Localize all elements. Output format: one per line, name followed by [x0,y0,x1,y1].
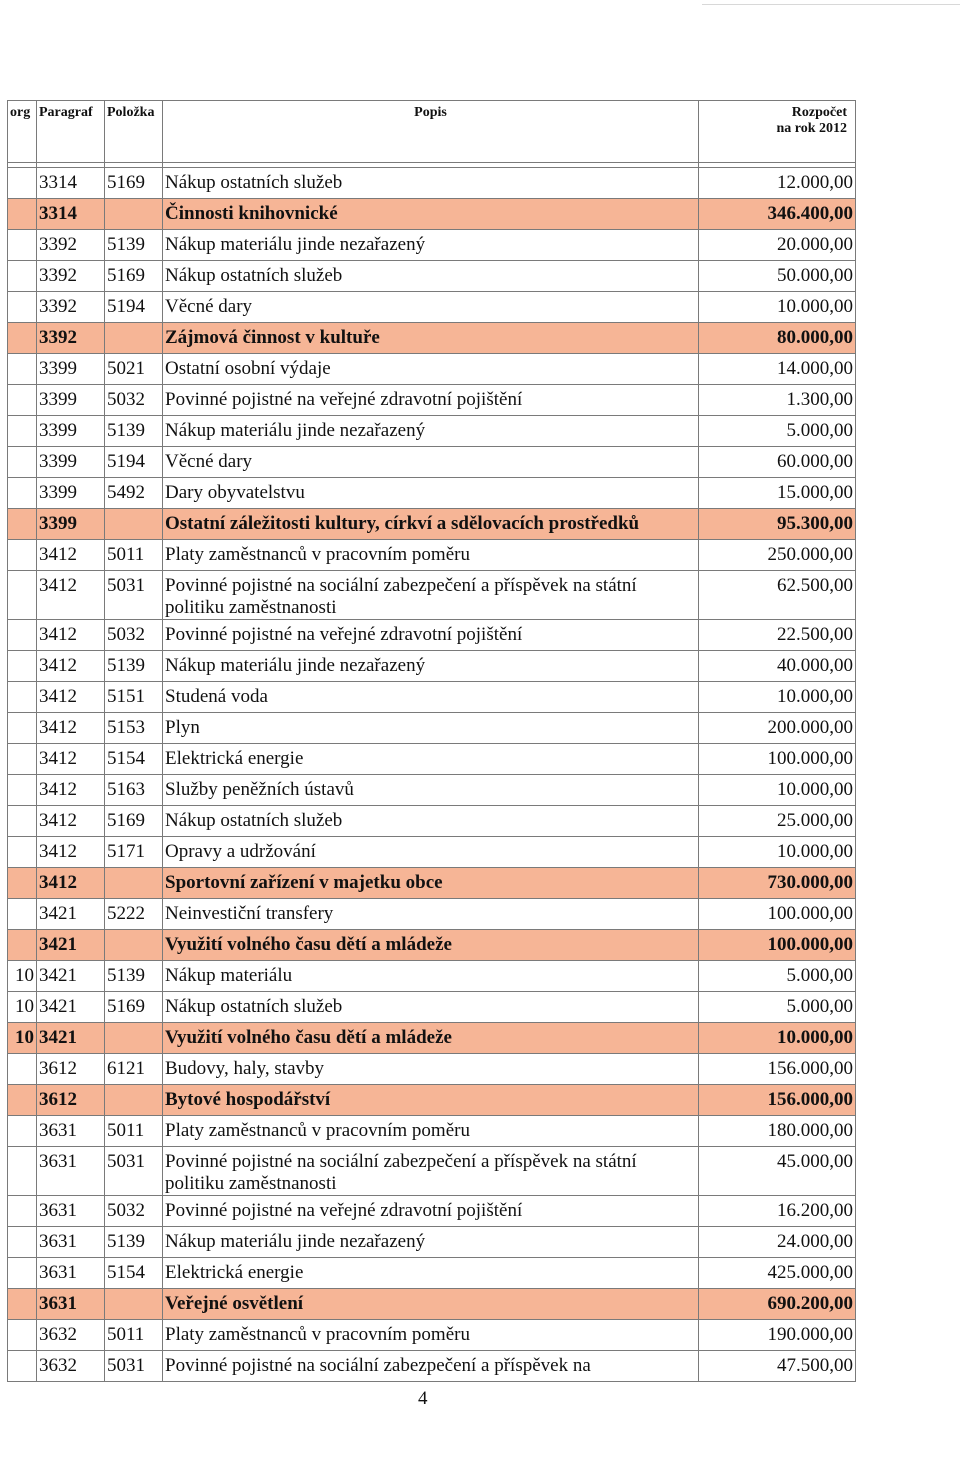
cell-polozka [105,323,163,354]
cell-rozpocet: 12.000,00 [699,168,856,199]
table-row [8,540,856,571]
cell-org [8,385,37,416]
table-row [8,961,856,992]
cell-popis: Ostatní osobní výdaje [163,354,699,385]
cell-polozka [105,868,163,899]
table-row-subtotal [8,1085,856,1116]
cell-paragraf: 3399 [37,447,105,478]
cell-polozka: 5011 [105,540,163,571]
cell-polozka: 5021 [105,354,163,385]
cell-polozka [105,509,163,540]
table-row [8,1054,856,1085]
cell-paragraf: 3392 [37,292,105,323]
cell-popis: Bytové hospodářství [163,1085,699,1116]
cell-popis: Elektrická energie [163,744,699,775]
cell-rozpocet: 10.000,00 [699,682,856,713]
cell-org [8,713,37,744]
cell-org [8,1085,37,1116]
table-row [8,571,856,620]
cell-popis: Povinné pojistné na sociální zabezpečení a příspěvek na [163,1351,699,1382]
cell-rozpocet: 180.000,00 [699,1116,856,1147]
cell-polozka [105,1023,163,1054]
cell-polozka: 5139 [105,651,163,682]
cell-paragraf: 3412 [37,775,105,806]
cell-popis: Využití volného času dětí a mládeže [163,1023,699,1054]
cell-polozka: 5031 [105,571,163,620]
scan-artifact-line [702,4,960,5]
cell-paragraf: 3421 [37,930,105,961]
table-header [8,101,856,168]
cell-popis: Nákup materiálu [163,961,699,992]
cell-org: 10 [8,992,37,1023]
cell-paragraf: 3412 [37,713,105,744]
cell-org [8,416,37,447]
table-row [8,447,856,478]
table-row [8,1258,856,1289]
cell-polozka: 5032 [105,385,163,416]
table-row [8,775,856,806]
cell-popis: Věcné dary [163,292,699,323]
cell-org [8,540,37,571]
header-rozpocet [699,101,856,163]
table-row [8,713,856,744]
cell-paragraf: 3632 [37,1320,105,1351]
cell-rozpocet: 10.000,00 [699,292,856,323]
table-row [8,478,856,509]
cell-popis: Nákup ostatních služeb [163,806,699,837]
cell-rozpocet: 62.500,00 [699,571,856,620]
cell-rozpocet: 10.000,00 [699,837,856,868]
cell-org [8,292,37,323]
cell-rozpocet: 10.000,00 [699,1023,856,1054]
cell-polozka: 5194 [105,292,163,323]
cell-rozpocet: 100.000,00 [699,930,856,961]
cell-popis: Povinné pojistné na veřejné zdravotní pojištění [163,385,699,416]
cell-org [8,682,37,713]
cell-popis: Veřejné osvětlení [163,1289,699,1320]
cell-paragraf: 3631 [37,1258,105,1289]
cell-paragraf: 3392 [37,323,105,354]
cell-rozpocet: 690.200,00 [699,1289,856,1320]
table-row [8,899,856,930]
cell-popis: Povinné pojistné na veřejné zdravotní pojištění [163,620,699,651]
cell-polozka: 5153 [105,713,163,744]
cell-org [8,1054,37,1085]
table-row [8,230,856,261]
cell-polozka [105,1289,163,1320]
table-row-subtotal [8,1023,856,1054]
cell-rozpocet: 47.500,00 [699,1351,856,1382]
cell-popis: Ostatní záležitosti kultury, církví a sdělovacích prostředků [163,509,699,540]
cell-rozpocet: 5.000,00 [699,992,856,1023]
page-number: 4 [418,1388,428,1409]
table-row [8,261,856,292]
cell-org [8,261,37,292]
cell-popis: Využití volného času dětí a mládeže [163,930,699,961]
cell-popis: Věcné dary [163,447,699,478]
table-row [8,354,856,385]
cell-rozpocet: 95.300,00 [699,509,856,540]
header-polozka: Položka [105,101,163,163]
cell-polozka: 5139 [105,230,163,261]
cell-paragraf: 3399 [37,509,105,540]
cell-paragraf: 3412 [37,806,105,837]
cell-rozpocet: 22.500,00 [699,620,856,651]
table-row [8,385,856,416]
cell-rozpocet: 100.000,00 [699,744,856,775]
cell-paragraf: 3421 [37,961,105,992]
cell-popis: Nákup materiálu jinde nezařazený [163,230,699,261]
cell-polozka: 5139 [105,961,163,992]
cell-rozpocet: 156.000,00 [699,1085,856,1116]
cell-paragraf: 3631 [37,1289,105,1320]
cell-org [8,651,37,682]
cell-polozka: 5194 [105,447,163,478]
cell-polozka: 5171 [105,837,163,868]
cell-polozka [105,930,163,961]
cell-paragraf: 3412 [37,651,105,682]
budget-table [7,100,856,1382]
table-row [8,651,856,682]
cell-popis: Platy zaměstnanců v pracovním poměru [163,1320,699,1351]
cell-org [8,509,37,540]
cell-paragraf: 3612 [37,1085,105,1116]
cell-popis: Opravy a udržování [163,837,699,868]
cell-polozka: 6121 [105,1054,163,1085]
cell-polozka: 5151 [105,682,163,713]
cell-rozpocet: 5.000,00 [699,416,856,447]
table-row-subtotal [8,930,856,961]
cell-org [8,899,37,930]
cell-rozpocet: 24.000,00 [699,1227,856,1258]
cell-rozpocet: 5.000,00 [699,961,856,992]
table-row [8,1227,856,1258]
cell-org [8,1116,37,1147]
cell-rozpocet: 80.000,00 [699,323,856,354]
cell-polozka: 5032 [105,1196,163,1227]
cell-rozpocet: 20.000,00 [699,230,856,261]
cell-org [8,1147,37,1196]
header-rozpocet-line1: Rozpočet [791,105,847,120]
cell-polozka [105,1085,163,1116]
cell-paragraf: 3631 [37,1196,105,1227]
cell-rozpocet: 1.300,00 [699,385,856,416]
cell-paragraf: 3631 [37,1116,105,1147]
cell-org [8,868,37,899]
cell-org [8,199,37,230]
table-row-subtotal [8,509,856,540]
cell-paragraf: 3412 [37,540,105,571]
cell-polozka: 5139 [105,1227,163,1258]
cell-paragraf: 3412 [37,837,105,868]
table-row [8,1320,856,1351]
cell-org [8,230,37,261]
cell-rozpocet: 730.000,00 [699,868,856,899]
table-row [8,806,856,837]
table-row [8,292,856,323]
cell-polozka [105,199,163,230]
cell-org: 10 [8,1023,37,1054]
cell-org [8,571,37,620]
cell-rozpocet: 10.000,00 [699,775,856,806]
cell-popis: Elektrická energie [163,1258,699,1289]
cell-rozpocet: 16.200,00 [699,1196,856,1227]
table-body [8,168,856,1382]
cell-popis: Studená voda [163,682,699,713]
cell-rozpocet: 15.000,00 [699,478,856,509]
cell-polozka: 5011 [105,1320,163,1351]
cell-polozka: 5163 [105,775,163,806]
cell-rozpocet: 346.400,00 [699,199,856,230]
cell-org [8,837,37,868]
cell-polozka: 5169 [105,261,163,292]
table-row [8,744,856,775]
cell-polozka: 5169 [105,806,163,837]
header-paragraf: Paragraf [37,101,105,163]
table-row [8,1116,856,1147]
cell-paragraf: 3399 [37,416,105,447]
cell-paragraf: 3392 [37,261,105,292]
table-row [8,416,856,447]
cell-org [8,447,37,478]
cell-paragraf: 3412 [37,868,105,899]
table-row [8,682,856,713]
cell-org [8,323,37,354]
table-row-subtotal [8,1289,856,1320]
cell-popis: Neinvestiční transfery [163,899,699,930]
cell-org: 10 [8,961,37,992]
cell-paragraf: 3631 [37,1227,105,1258]
cell-rozpocet: 190.000,00 [699,1320,856,1351]
cell-rozpocet: 45.000,00 [699,1147,856,1196]
cell-rozpocet: 40.000,00 [699,651,856,682]
cell-paragraf: 3392 [37,230,105,261]
cell-org [8,1320,37,1351]
table-row [8,837,856,868]
cell-polozka: 5032 [105,620,163,651]
table-row-subtotal [8,323,856,354]
cell-rozpocet: 14.000,00 [699,354,856,385]
cell-popis: Nákup ostatních služeb [163,261,699,292]
cell-rozpocet: 100.000,00 [699,899,856,930]
cell-rozpocet: 425.000,00 [699,1258,856,1289]
cell-popis: Nákup ostatních služeb [163,168,699,199]
table-row [8,1147,856,1196]
cell-paragraf: 3412 [37,682,105,713]
cell-paragraf: 3421 [37,1023,105,1054]
cell-popis: Povinné pojistné na sociální zabezpečení a příspěvek na státní politiku zaměstnanosti [163,571,699,620]
cell-paragraf: 3631 [37,1147,105,1196]
cell-org [8,1351,37,1382]
cell-paragraf: 3632 [37,1351,105,1382]
cell-org [8,1258,37,1289]
cell-org [8,1227,37,1258]
cell-polozka: 5011 [105,1116,163,1147]
cell-rozpocet: 250.000,00 [699,540,856,571]
table-row [8,1351,856,1382]
header-popis: Popis [163,101,699,163]
cell-rozpocet: 60.000,00 [699,447,856,478]
cell-popis: Platy zaměstnanců v pracovním poměru [163,1116,699,1147]
table-row [8,620,856,651]
cell-paragraf: 3399 [37,354,105,385]
cell-paragraf: 3399 [37,478,105,509]
cell-rozpocet: 200.000,00 [699,713,856,744]
cell-polozka: 5169 [105,992,163,1023]
cell-rozpocet: 50.000,00 [699,261,856,292]
cell-polozka: 5031 [105,1147,163,1196]
cell-popis: Činnosti knihovnické [163,199,699,230]
cell-polozka: 5154 [105,744,163,775]
cell-org [8,775,37,806]
cell-rozpocet: 25.000,00 [699,806,856,837]
cell-rozpocet: 156.000,00 [699,1054,856,1085]
cell-popis: Plyn [163,713,699,744]
cell-popis: Budovy, haly, stavby [163,1054,699,1085]
cell-paragraf: 3412 [37,620,105,651]
cell-popis: Nákup ostatních služeb [163,992,699,1023]
cell-polozka: 5222 [105,899,163,930]
cell-paragraf: 3412 [37,744,105,775]
cell-paragraf: 3314 [37,168,105,199]
cell-popis: Zájmová činnost v kultuře [163,323,699,354]
cell-org [8,806,37,837]
cell-paragraf: 3421 [37,992,105,1023]
table-row [8,992,856,1023]
cell-popis: Nákup materiálu jinde nezařazený [163,1227,699,1258]
table-row-subtotal [8,868,856,899]
cell-popis: Sportovní zařízení v majetku obce [163,868,699,899]
header-rozpocet-line2: na rok 2012 [776,121,847,136]
cell-org [8,1289,37,1320]
cell-org [8,744,37,775]
cell-polozka: 5154 [105,1258,163,1289]
cell-popis: Nákup materiálu jinde nezařazený [163,416,699,447]
cell-polozka: 5169 [105,168,163,199]
cell-polozka: 5031 [105,1351,163,1382]
table-row [8,1196,856,1227]
cell-paragraf: 3412 [37,571,105,620]
cell-paragraf: 3399 [37,385,105,416]
cell-popis: Dary obyvatelstvu [163,478,699,509]
cell-org [8,354,37,385]
cell-popis: Platy zaměstnanců v pracovním poměru [163,540,699,571]
cell-popis: Povinné pojistné na veřejné zdravotní pojištění [163,1196,699,1227]
cell-polozka: 5492 [105,478,163,509]
header-org: org [8,101,37,163]
cell-paragraf: 3421 [37,899,105,930]
cell-org [8,168,37,199]
cell-org [8,930,37,961]
table-row [8,168,856,199]
cell-popis: Služby peněžních ústavů [163,775,699,806]
cell-popis: Nákup materiálu jinde nezařazený [163,651,699,682]
cell-org [8,478,37,509]
table-row-subtotal [8,199,856,230]
cell-paragraf: 3314 [37,199,105,230]
cell-org [8,620,37,651]
cell-paragraf: 3612 [37,1054,105,1085]
cell-org [8,1196,37,1227]
cell-popis: Povinné pojistné na sociální zabezpečení a příspěvek na státní politiku zaměstnanosti [163,1147,699,1196]
budget-table-container [7,100,855,1382]
cell-polozka: 5139 [105,416,163,447]
